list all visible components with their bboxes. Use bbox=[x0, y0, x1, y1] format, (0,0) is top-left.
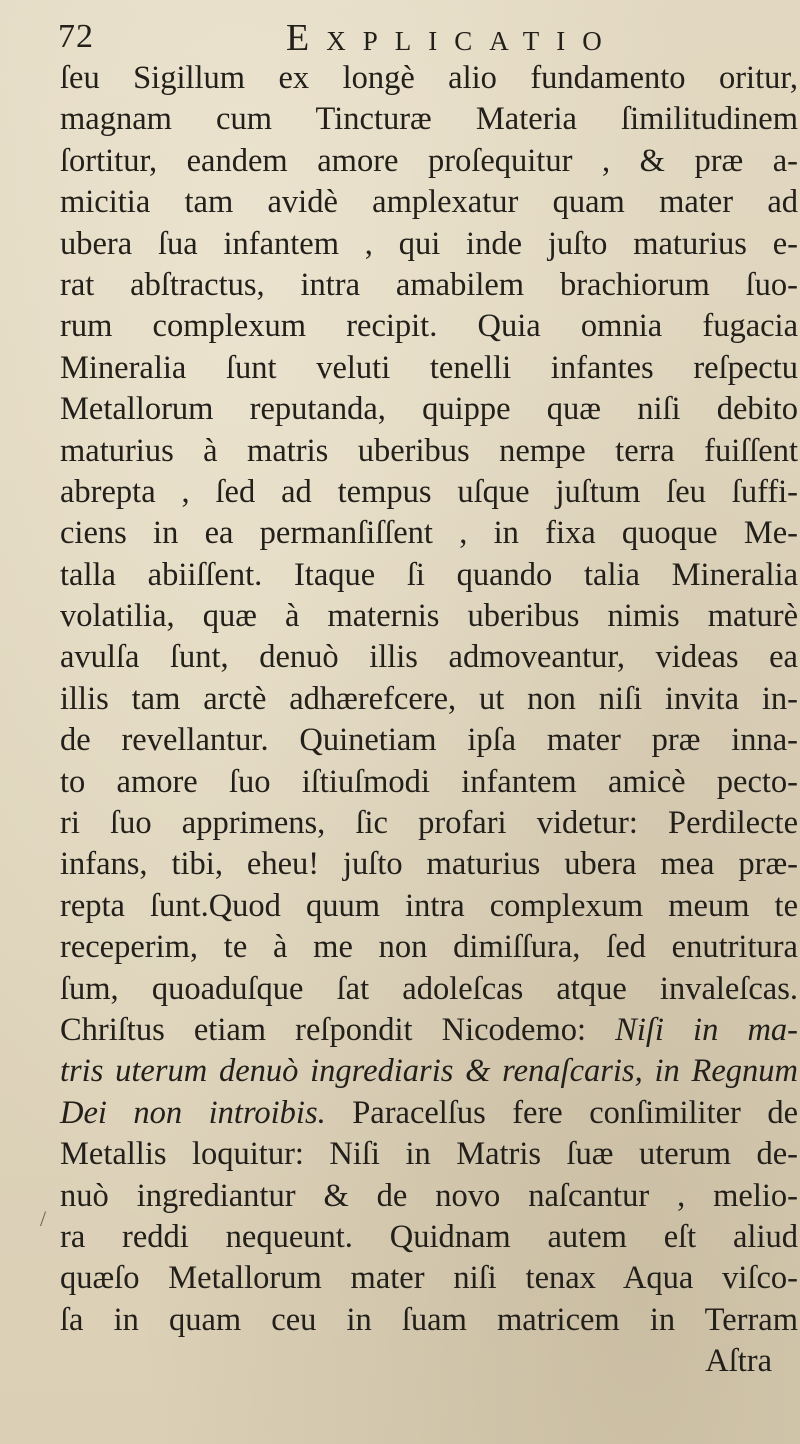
text-line-29: ra reddi nequeunt. Quidnam autem eſt aliud bbox=[60, 1218, 798, 1255]
text-line-16: illis tam arctè adhærefcere, ut non niſi invita in- bbox=[60, 680, 798, 717]
text-line-5: ubera ſua infantem , qui inde juſto maturius e- bbox=[60, 225, 798, 262]
text-line-24 bbox=[60, 1010, 798, 1051]
text-line-17: de revellantur. Quinetiam ipſa mater præ inna- bbox=[60, 722, 798, 759]
text-line-6: rat abſtractus, intra amabilem brachiorum ſuo- bbox=[60, 266, 798, 303]
text-line-7: rum complexum recipit. Quia omnia fugacia bbox=[60, 308, 798, 345]
running-title: Explicatio bbox=[286, 17, 619, 59]
text-line-25: tris uterum denuò ingrediaris & renaſcaris, in Regnum bbox=[60, 1053, 798, 1090]
text-line-30: quæſo Metallorum mater niſi tenax Aqua viſco- bbox=[60, 1260, 798, 1297]
text-line-20: infans, tibi, eheu! juſto maturius ubera mea præ- bbox=[60, 846, 798, 883]
italic-quote-start: Niſi in ma- bbox=[615, 1011, 799, 1048]
text-line-19: ri ſuo apprimens, ſic profari videtur: Perdilecte bbox=[60, 805, 798, 842]
text-line-27: Metallis loquitur: Niſi in Matris ſuæ uterum de- bbox=[60, 1136, 798, 1173]
text-line-28: nuò ingrediantur & de novo naſcantur , melio- bbox=[60, 1177, 798, 1214]
page-number: 72 bbox=[58, 18, 94, 55]
body-text bbox=[60, 58, 798, 1383]
text-line-21: repta ſunt.Quod quum intra complexum meum te bbox=[60, 887, 798, 924]
text-line-23: ſum, quoaduſque ſat adoleſcas atque invaleſcas. bbox=[60, 970, 798, 1007]
text-line-31: ſa in quam ceu in ſuam matricem in Terram bbox=[60, 1301, 798, 1338]
text-line-18: to amore ſuo iſtiuſmodi infantem amicè pecto- bbox=[60, 763, 798, 800]
text-line-1: ſeu Sigillum ex longè alio fundamento oritur, bbox=[60, 60, 798, 96]
text-line-22: receperim, te à me non dimiſſura, ſed enutritura bbox=[60, 929, 798, 966]
page-header bbox=[58, 14, 770, 58]
text-line-4: micitia tam avidè amplexatur quam mater ad bbox=[60, 184, 798, 221]
text-line-2: magnam cum Tincturæ Materia ſimilitudinem bbox=[60, 101, 798, 138]
text-line-24-roman: Chriſtus etiam reſpondit Nicodemo: bbox=[60, 1011, 587, 1048]
text-line-15: avulſa ſunt, denuò illis admoveantur, videas ea bbox=[60, 639, 798, 676]
text-line-8: Mineralia ſunt veluti tenelli infantes reſpectu bbox=[60, 349, 798, 386]
text-line-9: Metallorum reputanda, quippe quæ niſi debito bbox=[60, 391, 798, 428]
margin-mark: / bbox=[40, 1206, 47, 1231]
text-line-10: maturius à matris uberibus nempe terra fuiſſent bbox=[60, 432, 798, 469]
text-line-26 bbox=[60, 1093, 798, 1134]
text-line-12: ciens in ea permanſiſſent , in fixa quoque Me- bbox=[60, 515, 798, 552]
italic-quote-end: Dei non introibis. bbox=[60, 1094, 326, 1131]
text-line-11: abrepta , ſed ad tempus uſque juſtum ſeu ſuffi- bbox=[60, 473, 798, 510]
text-line-26-roman: Paracelſus fere conſimiliter de bbox=[352, 1094, 798, 1131]
text-line-14: volatilia, quæ à maternis uberibus nimis maturè bbox=[60, 598, 798, 635]
text-line-3: ſortitur, eandem amore proſequitur , & præ a- bbox=[60, 142, 798, 179]
catchword: Aſtra bbox=[705, 1343, 772, 1380]
text-line-13: talla abiiſſent. Itaque ſi quando talia Mineralia bbox=[60, 556, 798, 593]
